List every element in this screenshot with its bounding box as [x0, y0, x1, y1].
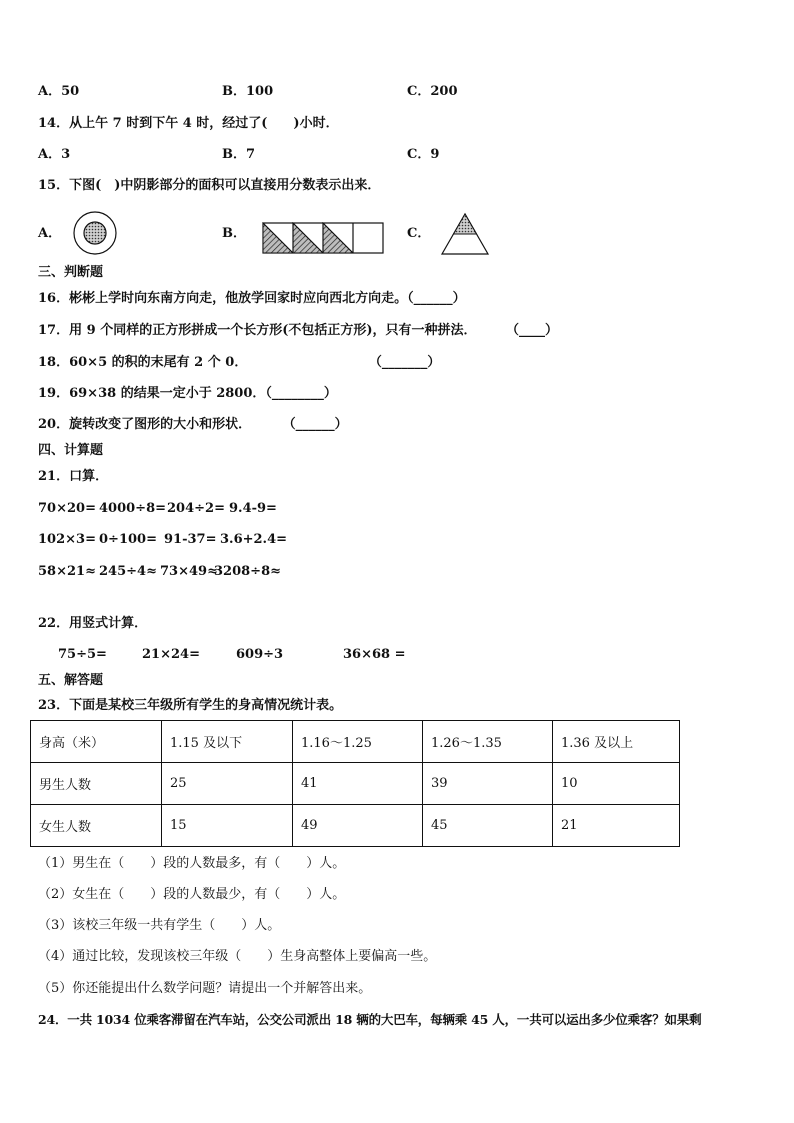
q15-option-b: B．: [222, 226, 246, 241]
section-3-heading: 三、判断题: [38, 265, 104, 280]
q15-option-c: C．: [407, 226, 431, 241]
q21-item: 0÷100=: [99, 532, 157, 547]
q21-item: 204÷2=: [167, 501, 225, 516]
q13-option-b: B．100: [222, 84, 274, 99]
q18-answer-blank[interactable]: （_______）: [375, 355, 441, 370]
q22-item: 21×24=: [142, 647, 200, 662]
table-cell: 21: [553, 805, 680, 847]
q22-item: 75÷5=: [58, 647, 107, 662]
q17-statement: 17．用 9 个同样的正方形拼成一个长方形(不包括正方形)，只有一种拼法． （____）: [38, 323, 559, 338]
table-cell: 41: [293, 763, 423, 805]
q14-question: 14．从上午 7 时到下午 4 时，经过了( )小时．: [38, 116, 339, 131]
q20-statement: 20．旋转改变了图形的大小和形状． （______）: [38, 417, 348, 432]
q23-subquestion-2: （2）女生在（ ）段的人数最少，有（ ）人。: [38, 887, 346, 902]
q23-title: 23．下面是某校三年级所有学生的身高情况统计表。: [38, 698, 343, 713]
table-cell: 10: [553, 763, 680, 805]
q23-subquestion-3: （3）该校三年级一共有学生（ ）人。: [38, 918, 281, 933]
q21-item: 58×21≈: [38, 564, 96, 579]
q23-subquestion-5: （5）你还能提出什么数学问题？请提出一个并解答出来。: [38, 981, 372, 996]
q15-option-a: A．: [38, 226, 62, 241]
table-header-cell: 1.15 及以下: [162, 721, 293, 763]
q14-option-a: A．3: [38, 147, 71, 162]
height-statistics-table: [30, 720, 680, 847]
q24-question: 24．一共 1034 位乘客滞留在汽车站，公交公司派出 18 辆的大巴车，每辆乘 45 人，一共可以运出多少位乘客？如果剩: [38, 1012, 702, 1027]
q21-item: 245÷4≈: [99, 564, 157, 579]
q15-figure-a-concentric-circles: [70, 210, 120, 256]
q21-item: 3208÷8≈: [214, 564, 282, 579]
q19-answer-blank[interactable]: （________）: [265, 386, 337, 401]
q21-item: 70×20=: [38, 501, 96, 516]
table-cell: 45: [423, 805, 553, 847]
table-cell: 女生人数: [31, 805, 162, 847]
q18-statement: 18．60×5 的积的末尾有 2 个 0． （_______）: [38, 355, 441, 370]
q21-item: 3.6+2.4=: [220, 532, 288, 547]
section-4-heading: 四、计算题: [38, 443, 104, 458]
q22-item: 609÷3: [236, 647, 284, 662]
q13-option-a: A．50: [38, 84, 80, 99]
q17-answer-blank[interactable]: （____）: [512, 323, 559, 338]
q22-item: 36×68 =: [343, 647, 406, 662]
table-cell: 男生人数: [31, 763, 162, 805]
table-header-cell: 身高（米）: [31, 721, 162, 763]
q14-option-c: C．9: [407, 147, 440, 162]
q16-statement: 16．彬彬上学时向东南方向走，他放学回家时应向西北方向走。（______）: [38, 291, 466, 306]
q22-title: 22．用竖式计算．: [38, 616, 148, 631]
q15-question: 15．下图( )中阴影部分的面积可以直接用分数表示出来．: [38, 178, 381, 193]
table-header-cell: 1.16～1.25: [293, 721, 423, 763]
q15-figure-c-shaded-triangle: [440, 212, 490, 256]
q16-answer-blank[interactable]: （______）: [407, 291, 466, 306]
q23-subquestion-4: （4）通过比较，发现该校三年级（ ）生身高整体上要偏高一些。: [38, 949, 437, 964]
table-header-cell: 1.36 及以上: [553, 721, 680, 763]
q23-subquestion-1: （1）男生在（ ）段的人数最多，有（ ）人。: [38, 856, 346, 871]
q21-item: 102×3=: [38, 532, 96, 547]
table-row: [31, 805, 680, 847]
table-row: [31, 763, 680, 805]
table-header-cell: 1.26～1.35: [423, 721, 553, 763]
table-cell: 15: [162, 805, 293, 847]
q13-option-c: C．200: [407, 84, 458, 99]
q15-figure-b-shaded-squares: [262, 222, 384, 254]
section-5-heading: 五、解答题: [38, 673, 104, 688]
q19-statement: 19．69×38 的结果一定小于 2800．（________）: [38, 386, 337, 401]
q21-item: 91-37=: [164, 532, 217, 547]
q21-item: 4000÷8=: [99, 501, 167, 516]
q14-option-b: B．7: [222, 147, 256, 162]
q21-item: 9.4-9=: [229, 501, 277, 516]
q20-answer-blank[interactable]: （______）: [289, 417, 348, 432]
table-header-row: [31, 721, 680, 763]
table-cell: 39: [423, 763, 553, 805]
table-cell: 25: [162, 763, 293, 805]
q21-title: 21．口算．: [38, 469, 109, 484]
table-cell: 49: [293, 805, 423, 847]
q21-item: 73×49≈: [160, 564, 218, 579]
